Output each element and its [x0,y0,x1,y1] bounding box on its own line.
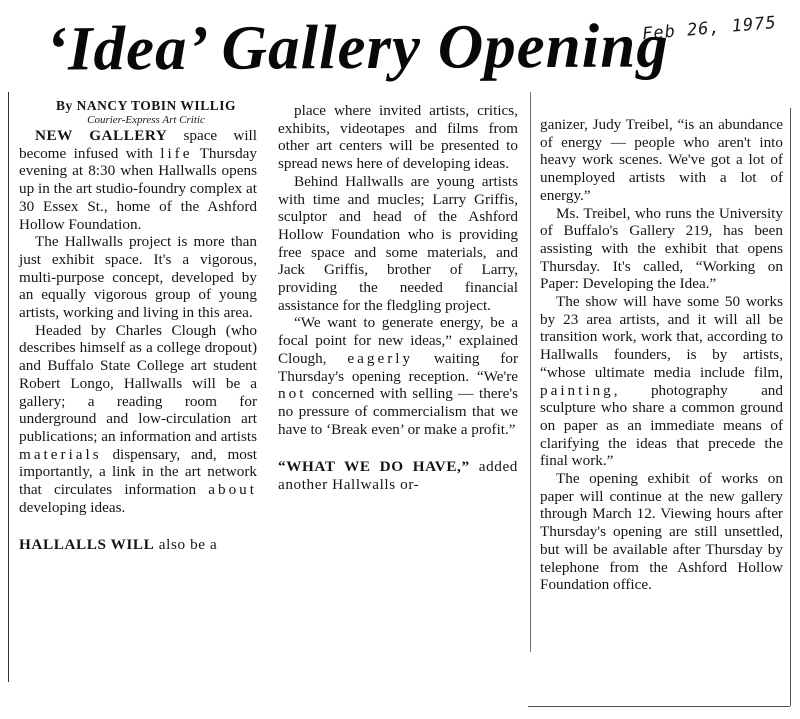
paragraph: place where invited artists, critics, exhibits, videotapes and films from other art centers will be presented to spread news here of developing ideas. [278,102,518,173]
lead-in: NEW GALLERY [35,127,168,144]
paragraph: Headed by Charles Clough (who describes himself as a college dropout) and Buffalo State College art student Robert Longo, Hallwalls will be a gallery; a reading room for underground and low-circulation art publications; an information and artists materials dispensary, and, most importantly, a link in the art network that circulates information about developing ideas. [19,321,257,516]
headline: ‘Idea’ Gallery Opening [45,10,669,84]
paragraph: “We want to generate energy, be a focal point for new ideas,” explained Clough, eagerly waiting for Thursday's opening reception. “We're not concerned with selling — there's no pressure of commercialism that we have to ‘Break even’ or make a profit.” [278,314,519,438]
article-column-2 [278,102,518,494]
middle-column-rule [530,92,531,652]
paragraph: ganizer, Judy Treibel, “is an abundance of energy — people who aren't into heavy work scenes. We've got a lot of unemployed artists with a lot of energy.” [540,116,783,204]
subhead: “WHAT WE DO HAVE,” added another Hallwalls or- [278,458,518,494]
article-column-3 [540,116,783,594]
paragraph: The show will have some 50 works by 23 area artists, and it will all be transition work, work that, according to Hallwalls founders, is by artists, “whose ultimate media include film, painting, photography and sculpture who share a common ground on paper as an immediate means of clarifying the ideas that precede the final work.” [540,293,783,470]
left-column-rule [8,92,9,682]
bottom-rule [528,706,790,707]
article-column-1 [19,98,257,554]
handwritten-date: Feb 26, 1975 [641,12,778,45]
byline-role: Courier-Express Art Critic [87,114,205,126]
paragraph: The opening exhibit of works on paper will continue at the new gallery through March 12. Viewing hours after Thursday's opening are still unsettled, but will be available after Thursday by telephone from the Ashford Hollow Foundation office. [540,470,783,594]
paragraph: The Hallwalls project is more than just exhibit space. It's a vigorous, multi-purpose concept, developed by an equally vigorous group of young artists, working and living in this area. [19,233,257,322]
paragraph: Behind Hallwalls are young artists with time and mucles; Larry Griffis, sculptor and head of the Ashford Hollow Foundation who is providing free space and some materials, and Jack Griffis, brother of Larry, providing the needed financial assistance for the fledgling project. [278,172,518,314]
subhead: HALLALLS WILL also be a [19,536,218,554]
byline-author: By NANCY TOBIN WILLIG [56,98,236,113]
paragraph: Ms. Treibel, who runs the University of Buffalo's Gallery 219, has been assisting with the exhibit that opens Thursday. It's called, “Working on Paper: Developing the Idea.” [540,204,783,293]
paragraph: NEW GALLERY space will become infused with life Thursday evening at 8:30 when Hallwalls opens up in the art studio-foundry complex at 30 Essex St., home of the Ashford Hollow Foundation. [19,127,258,233]
right-column-rule [790,108,791,706]
